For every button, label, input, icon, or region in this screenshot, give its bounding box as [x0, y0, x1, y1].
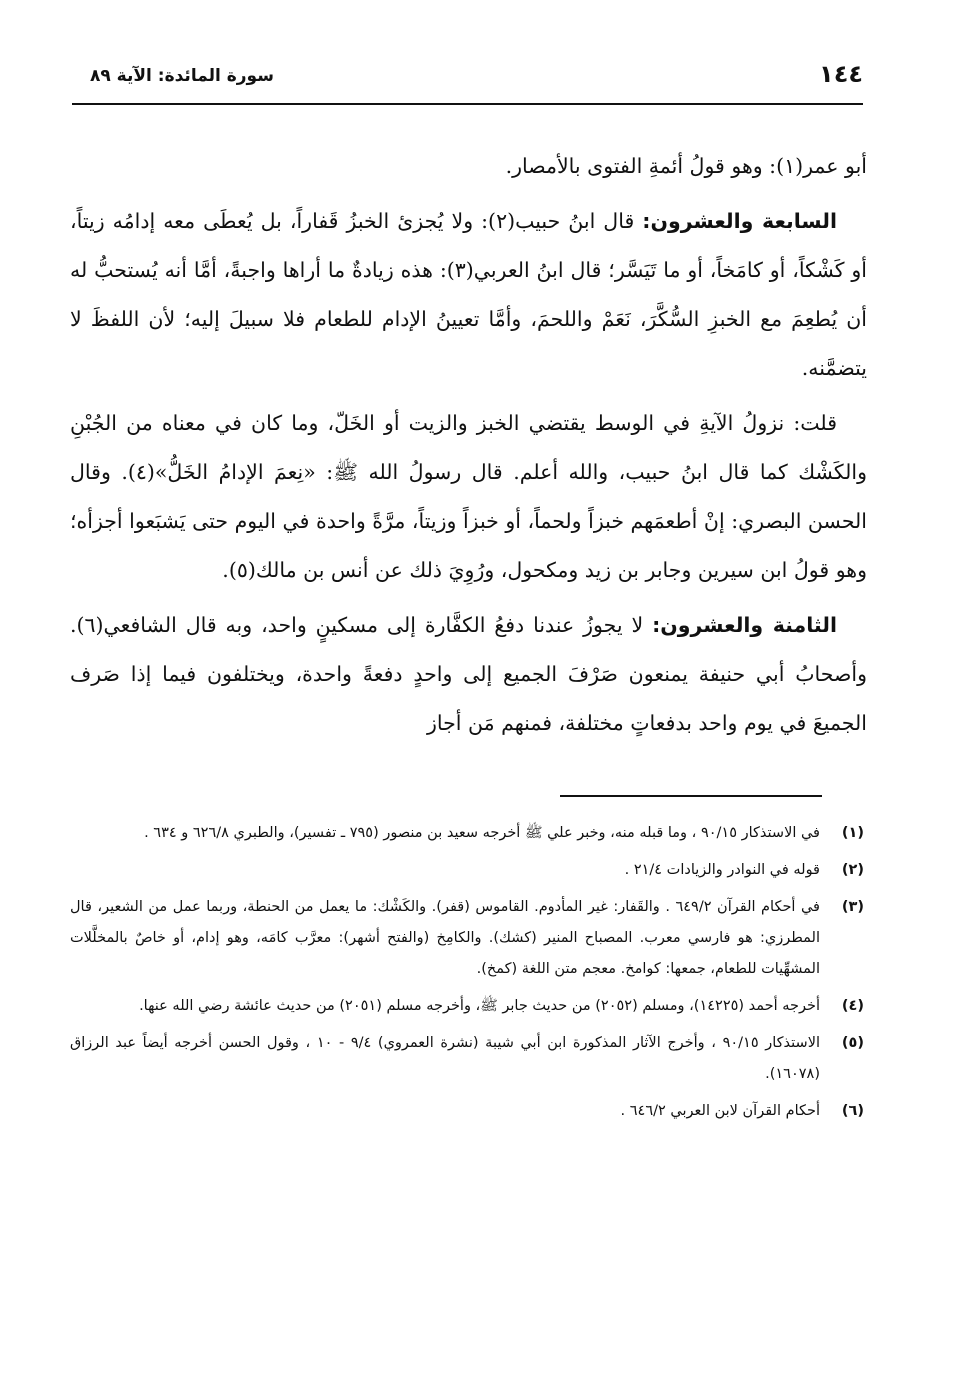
- footnote-number: (٣): [841, 899, 864, 915]
- footnote-text: في الاستذكار ٩٠/١٥ ، وما قبله منه، وخبر علي ﷺ أخرجه سعيد بن منصور (٧٩٥ ـ تفسير)، والطبري ٦٢٦/٨ و ٦٣٤ .: [144, 825, 820, 841]
- running-header: [68, 60, 863, 100]
- main-text: [70, 142, 867, 754]
- footnote-5: [70, 1028, 864, 1090]
- footnote-6: [70, 1096, 864, 1127]
- paragraph-2-text: قال ابنُ حبيب(٢): ولا يُجزئ الخبزُ قَفاراً، بل يُعطَى معه إدامُه زيتاً، أو كَشْكاً، أو كامَخاً، أو ما تَيَسَّر؛ قال ابنُ العربي(٣): هذه زيادةٌ ما أراها واجبةً، أمَّا أنه يُستحبُّ له أن يُطعِمَ مع الخبزِ السُّكَّرَ، نَعَمْ واللحمَ، وأمَّا تعيينُ الإدام للطعام فلا سبيلَ إليه؛ لأن اللفظَ لا يتضمَّنه.: [70, 209, 867, 380]
- paragraph-4-text: لا يجوزُ عندنا دفعُ الكفَّارة إلى مسكينٍ واحد، وبه قال الشافعي(٦). وأصحابُ أبي حنيفة يمنعون صَرْفَ الجميع إلى واحدٍ دفعةً واحدة، ويختلفون فيما إذا صَرف الجميعَ في يوم واحد بدفعاتٍ مختلفة، فمنهم مَن أجاز: [70, 613, 867, 735]
- footnote-number: (٦): [841, 1103, 864, 1119]
- footnote-number: (٥): [841, 1035, 864, 1051]
- footnote-text: أحكام القرآن لابن العربي ٦٤٦/٢ .: [620, 1103, 820, 1119]
- header-divider: [72, 103, 863, 105]
- footnotes: [70, 818, 864, 1133]
- footnote-divider: [560, 795, 822, 797]
- footnote-3: [70, 892, 864, 985]
- paragraph-3: قلت: نزولُ الآيةِ في الوسط يقتضي الخبز والزيت أو الخَلّ، وما كان في معناه من الجُبْنِ والكَشْك كما قال ابنُ حبيب، والله أعلم. قال رسولُ الله ﷺ: «نِعمَ الإدامُ الخَلُّ»(٤). وقال الحسن البصري: إنْ أطعمَهم خبزاً ولحماً، أو خبزاً وزيتاً، مرَّةً واحدة في اليوم حتى يَشبَعوا أجزأه؛ وهو قولُ ابن سيرين وجابر بن زيد ومكحول، ورُوِيَ ذلك عن أنس بن مالك(٥).: [70, 411, 867, 582]
- chapter-title: سورة المائدة: الآية ٨٩: [90, 66, 274, 86]
- page-number: ١٤٤: [819, 60, 863, 88]
- paragraph-2: [70, 197, 867, 393]
- paragraph-4: [70, 601, 867, 748]
- paragraph-2-heading: السابعة والعشرون:: [642, 209, 837, 233]
- paragraph-1: أبو عمر(١): وهو قولُ أئمةِ الفتوى بالأمصار.: [505, 154, 867, 178]
- paragraph-4-heading: الثامنة والعشرون:: [652, 613, 837, 637]
- footnote-number: (٤): [841, 998, 864, 1014]
- footnote-number: (١): [841, 825, 864, 841]
- footnote-text: قوله في النوادر والزيادات ٢١/٤ .: [624, 862, 820, 878]
- footnote-number: (٢): [841, 862, 864, 878]
- footnote-text: في أحكام القرآن ٦٤٩/٢ . والقَفار: غير المأدوم. القاموس (قفر). والكَشْك: ما يعمل من الحنطة، وربما عمل من الشعير، قال المطرزي: هو فارسي معرب. المصباح المنير (كشك). والكامِخ (والفتح أشهر): معرَّب كامَه، وهو إدام، أو خاصٌ بالمخلَّلات المشهِّيات للطعام، جمعها: كوامخ. معجم متن اللغة (كمخ).: [70, 899, 820, 977]
- footnote-text: أخرجه أحمد (١٤٢٢٥)، ومسلم (٢٠٥٢) من حديث جابر ﷺ، وأخرجه مسلم (٢٠٥١) من حديث عائشة رضي الله عنها.: [139, 998, 820, 1014]
- footnote-text: الاستذكار ٩٠/١٥ ، وأخرج الآثار المذكورة ابن أبي شيبة (نشرة العمروي) ٩/٤ - ١٠ ، وقول الحسن أخرجه أيضاً عبد الرزاق (١٦٠٧٨).: [70, 1035, 820, 1082]
- footnote-2: [70, 855, 864, 886]
- footnote-4: [70, 991, 864, 1022]
- footnote-1: [70, 818, 864, 849]
